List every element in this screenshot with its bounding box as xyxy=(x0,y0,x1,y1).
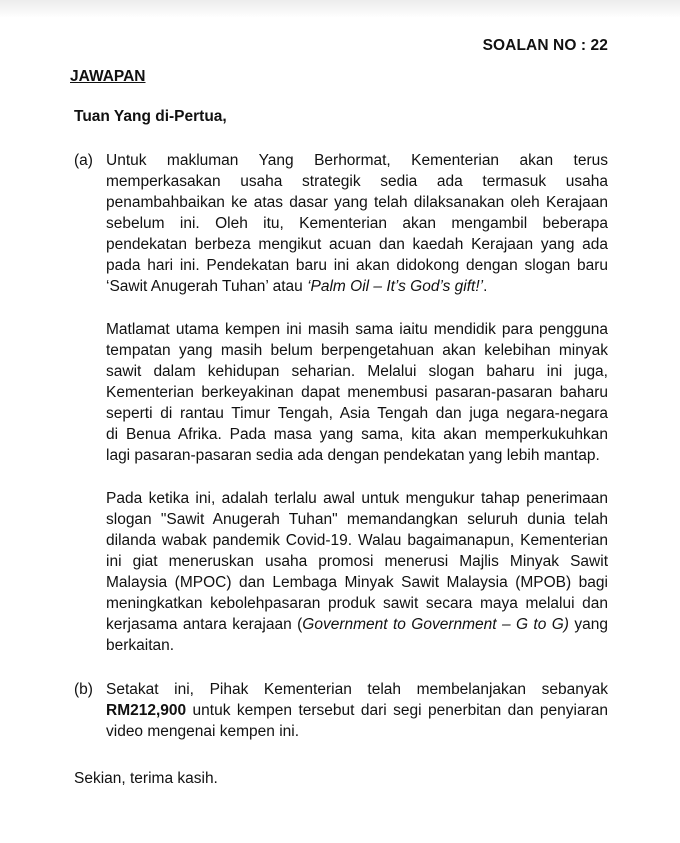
text-line: ini giat meneruskan usaha promosi menerusi Majlis Minyak Sawit xyxy=(106,553,608,570)
text-line: seperti di rantau Timur Tengah, Asia Tengah dan juga negara-negara xyxy=(106,405,608,422)
text-line xyxy=(106,614,608,635)
answer-heading: JAWAPAN xyxy=(70,68,146,85)
text-line: Setakat ini, Pihak Kementerian telah membelanjakan sebanyak xyxy=(106,681,608,698)
section-b-paragraph xyxy=(106,679,608,742)
section-b-label: (b) xyxy=(74,681,93,698)
closing-remark: Sekian, terima kasih. xyxy=(74,770,218,787)
text-line: di Benua Afrika. Pada masa yang sama, kita akan memperkukuhkan xyxy=(106,426,608,443)
text-line: slogan "Sawit Anugerah Tuhan" memandangkan seluruh dunia telah xyxy=(106,511,608,528)
salutation: Tuan Yang di-Pertua, xyxy=(74,108,227,125)
amount: RM212,900 xyxy=(106,702,187,719)
top-shadow xyxy=(0,0,680,18)
section-a-paragraph-2 xyxy=(106,319,608,466)
question-number: SOALAN NO : 22 xyxy=(482,37,608,54)
text-line: video mengenai kempen ini. xyxy=(106,723,300,740)
text-line xyxy=(106,276,608,297)
text-line: pendekatan berbeza mengikut acuan dan kaedah Kerajaan yang ada xyxy=(106,236,608,253)
text-line: sebelum ini. Oleh itu, Kementerian akan mengambil beberapa xyxy=(106,215,608,232)
text-line xyxy=(106,700,608,721)
text-line: meningkatkan kebolehpasaran produk sawit secara maya melalui dan xyxy=(106,595,608,612)
text-segment: kerjasama antara kerajaan ( xyxy=(106,616,303,633)
text-line: memperkasakan usaha strategik sedia ada termasuk usaha xyxy=(106,173,608,190)
g2g-italic: Government to Government – G to G) xyxy=(302,616,569,633)
text-line: Untuk makluman Yang Berhormat, Kementerian akan terus xyxy=(106,152,608,169)
text-line: berkaitan. xyxy=(106,637,175,654)
text-line: Matlamat utama kempen ini masih sama iaitu mendidik para pengguna xyxy=(106,321,608,338)
text-line: Pada ketika ini, adalah terlalu awal untuk mengukur tahap penerimaan xyxy=(106,490,608,507)
text-line: dilanda wabak pandemik Covid-19. Walau bagaimanapun, Kementerian xyxy=(106,532,608,549)
text-line: sawit dalam kehidupan seharian. Melalui slogan baharu ini juga, xyxy=(106,363,608,380)
section-a-paragraph-3 xyxy=(106,488,608,656)
text-line: Kementerian berkeyakinan dapat menembusi pasaran-pasaran baharu xyxy=(106,384,608,401)
text-line: lagi pasaran-pasaran sedia ada dengan pendekatan yang lebih mantap. xyxy=(106,447,600,464)
punctuation: . xyxy=(483,278,488,295)
slogan-text: ‘Sawit Anugerah Tuhan’ atau xyxy=(106,278,308,295)
text-segment: yang xyxy=(568,616,608,633)
slogan-english: ‘Palm Oil – It’s God’s gift!’ xyxy=(307,278,484,295)
text-line: penambahbaikan ke atas dasar yang telah dilaksanakan oleh Kerajaan xyxy=(106,194,608,211)
text-segment: untuk kempen tersebut dari segi penerbitan dan penyiaran xyxy=(186,702,608,719)
text-line: pada hari ini. Pendekatan baru ini akan didokong dengan slogan baru xyxy=(106,257,608,274)
text-line: Malaysia (MPOC) dan Lembaga Minyak Sawit Malaysia (MPOB) bagi xyxy=(106,574,608,591)
section-a-paragraph-1 xyxy=(106,150,608,297)
text-line: tempatan yang masih belum berpengetahuan akan kelebihan minyak xyxy=(106,342,608,359)
section-a-label: (a) xyxy=(74,152,93,169)
